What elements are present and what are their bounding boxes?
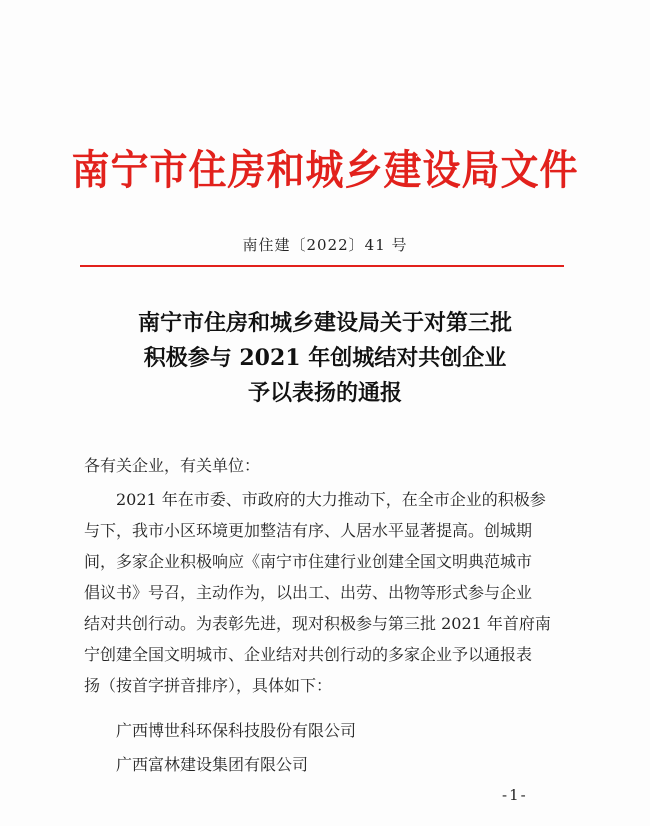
- company-list-item: 广西博世科环保科技股份有限公司: [116, 721, 357, 740]
- salutation: 各有关企业，有关单位：: [84, 456, 261, 475]
- notice-title-line-2: 积极参与 2021 年创城结对共创企业: [143, 345, 507, 371]
- notice-title-line-3: 予以表扬的通报: [247, 380, 402, 406]
- body-line-7: 扬（按首字拼音排序），具体如下：: [84, 676, 333, 695]
- document-number: 南住建〔2022〕41 号: [242, 236, 408, 254]
- body-line-4: 倡议书》号召，主动作为，以出工、出劳、出物等形式参与企业: [84, 583, 533, 602]
- notice-title-line-1: 南宁市住房和城乡建设局关于对第三批: [137, 310, 512, 336]
- issuing-authority-header: 南宁市住房和城乡建设局文件: [71, 145, 579, 194]
- body-paragraph: [84, 484, 562, 701]
- red-separator-line: [80, 265, 564, 267]
- company-list-item: 广西富林建设集团有限公司: [116, 755, 309, 774]
- body-line-3: 间，多家企业积极响应《南宁市住建行业创建全国文明典范城市: [84, 552, 533, 571]
- body-line-1: 2021 年在市委、市政府的大力推动下，在全市企业的积极参: [84, 490, 546, 509]
- body-line-5: 结对共创行动。为表彰先进，现对积极参与第三批 2021 年首府南: [84, 614, 551, 633]
- body-line-2: 与下，我市小区环境更加整洁有序、人居水平显著提高。创城期: [84, 521, 533, 540]
- page-number: -1-: [502, 786, 528, 804]
- body-line-6: 宁创建全国文明城市、企业结对共创行动的多家企业予以通报表: [84, 645, 533, 664]
- notice-title: [0, 306, 650, 411]
